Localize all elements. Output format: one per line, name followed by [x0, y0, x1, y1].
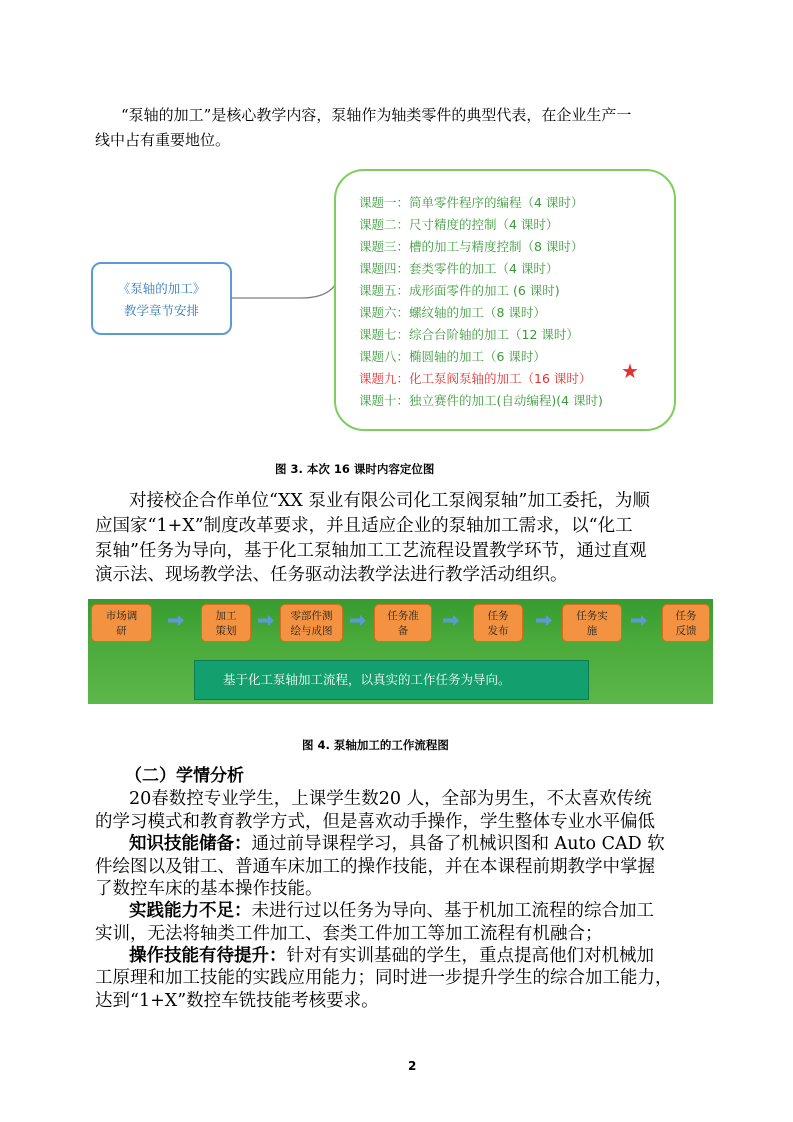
arrow-right-icon — [536, 615, 552, 626]
figure3-caption: 图 3. 本次 16 课时内容定位图 — [275, 462, 435, 476]
topic-item: 课题六：螺纹轴的加工（8 课时） — [359, 305, 546, 320]
workflow-diagram — [88, 599, 713, 704]
student-para-line-1: 20春数控专业学生，上课学生数20 人，全部为男生，不太喜欢传统 — [129, 789, 652, 809]
section-heading: （二）学情分析 — [125, 766, 244, 786]
topic-item: 课题四：套类零件的加工（4 课时） — [359, 261, 559, 276]
knowledge-line-1: 知识技能储备：通过前导课程学习，具备了机械识图和 Auto CAD 软 — [129, 834, 665, 854]
topic-item-highlighted: 课题九：化工泵阀泵轴的加工（16 课时） — [359, 371, 592, 386]
para2-line-3: 泵轴”任务为导向，基于化工泵轴加工工艺流程设置教学环节，通过直观 — [95, 541, 647, 561]
topic-item: 课题七：综合台阶轴的加工（12 课时） — [359, 327, 579, 342]
skill-line-1: 操作技能有待提升：针对有实训基础的学生，重点提高他们对机械加 — [129, 946, 654, 966]
knowledge-line-2: 件绘图以及钳工、普通车床加工的操作技能，并在本课程前期教学中掌握 — [95, 857, 655, 877]
skill-line-2: 工原理和加工技能的实践应用能力；同时进一步提升学生的综合加工能力， — [95, 968, 673, 988]
knowledge-line-3: 了数控车床的基本操作技能。 — [95, 879, 323, 899]
workflow-step-planning: 加工 策划 — [201, 604, 251, 642]
workflow-step-preparation: 任务准 备 — [374, 604, 432, 642]
arrow-right-icon — [168, 615, 184, 626]
skill-label: 操作技能有待提升： — [129, 946, 287, 966]
topic-item: 课题十：独立赛件的加工(自动编程)(4 课时) — [359, 393, 603, 408]
workflow-step-drawing: 零部件测 绘与成图 — [280, 604, 343, 642]
chapter-arrangement-box — [91, 262, 232, 335]
workflow-step-feedback: 任务 反馈 — [662, 604, 710, 642]
arrow-right-icon — [631, 615, 647, 626]
topic-item: 课题二：尺寸精度的控制（4 课时） — [359, 217, 559, 232]
workflow-step-implementation: 任务实 施 — [562, 604, 622, 642]
topic-item: 课题三：槽的加工与精度控制（8 课时） — [359, 239, 584, 254]
connector-line — [231, 170, 337, 310]
chapter-box-subtitle: 教学章节安排 — [123, 303, 199, 318]
practice-line-2: 实训，无法将轴类工件加工、套类工件加工等加工流程有机融合； — [95, 924, 603, 944]
workflow-step-market-research: 市场调 研 — [91, 604, 152, 642]
knowledge-label: 知识技能储备： — [129, 834, 252, 854]
student-para-line-2: 的学习模式和教育教学方式，但是喜欢动手操作，学生整体专业水平偏低 — [95, 812, 655, 832]
workflow-banner: 基于化工泵轴加工流程，以真实的工作任务为导向。 — [194, 660, 589, 700]
arrow-right-icon — [258, 615, 274, 626]
workflow-step-release: 任务 发布 — [473, 604, 523, 642]
intro-line-1: “泵轴的加工”是核心教学内容，泵轴作为轴类零件的典型代表，在企业生产一 — [121, 106, 632, 124]
para2-line-2: 应国家“1+X”制度改革要求，并且适应企业的泵轴加工需求，以“化工 — [95, 516, 633, 536]
topic-item: 课题五：成形面零件的加工 (6 课时) — [359, 283, 560, 298]
skill-line-3: 达到“1+X”数控车铣技能考核要求。 — [95, 991, 379, 1011]
chapter-box-title: 《泵轴的加工》 — [117, 281, 206, 296]
star-icon: ★ — [621, 359, 639, 383]
para2-line-4: 演示法、现场教学法、任务驱动法教学法进行教学活动组织。 — [95, 565, 568, 585]
practice-line-1: 实践能力不足：未进行过以任务为导向、基于机加工流程的综合加工 — [129, 901, 654, 921]
para2-line-1: 对接校企合作单位“XX 泵业有限公司化工泵阀泵轴”加工委托，为顺 — [129, 491, 650, 511]
intro-line-2: 线中占有重要地位。 — [95, 131, 231, 149]
arrow-right-icon — [350, 615, 366, 626]
topic-item: 课题一：简单零件程序的编程（4 课时） — [359, 195, 584, 210]
arrow-right-icon — [443, 615, 459, 626]
page-number: 2 — [408, 1059, 417, 1073]
figure4-caption: 图 4. 泵轴加工的工作流程图 — [302, 738, 449, 752]
topic-item: 课题八：椭圆轴的加工（6 课时） — [359, 349, 546, 364]
practice-label: 实践能力不足： — [129, 901, 252, 921]
